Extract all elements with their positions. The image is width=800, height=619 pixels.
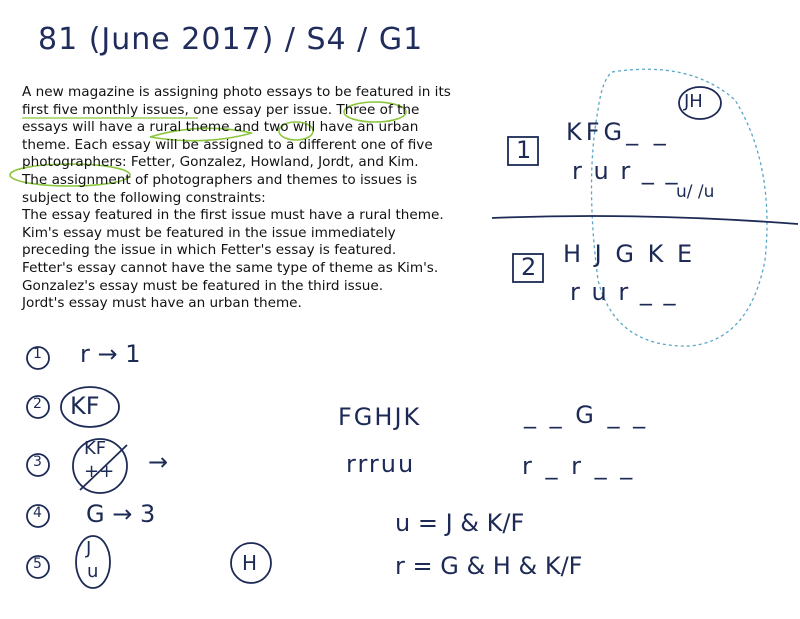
players-list: FGHJK: [338, 403, 422, 431]
base-slots-bottom: r _ r _ _: [522, 452, 636, 480]
passage-line: Jordt's essay must have an urban theme.: [22, 295, 302, 312]
passage-line: Kim's essay must be featured in the issue immediately: [22, 224, 396, 241]
scenario-2-top: H J G K E: [563, 240, 696, 268]
scenario-1-top: KFG_ _: [566, 118, 670, 146]
question-passage: [22, 84, 492, 313]
themes-list: rrruu: [346, 450, 416, 478]
rule-2-text: KF: [70, 392, 100, 420]
passage-line: essays will have a rural theme and two will have an urban: [22, 119, 419, 136]
passage-line: preceding the issue in which Fetter's essay is featured.: [22, 242, 397, 259]
scenario-2-bottom: r u r _ _: [570, 278, 678, 306]
passage-line: first five monthly issues, one essay per issue. Three of the: [22, 101, 420, 118]
rule-4-num: 4: [33, 505, 42, 521]
rule-5-num: 5: [33, 556, 42, 572]
passage-line: Fetter's essay cannot have the same type of theme as Kim's.: [22, 259, 439, 276]
rule-5-extra: H: [242, 551, 258, 575]
rule-1-num: 1: [33, 346, 42, 362]
rural-note: r = G & H & K/F: [395, 552, 583, 580]
rule-3-arrow: →: [148, 448, 169, 476]
passage-line: theme. Each essay will be assigned to a different one of five: [22, 136, 433, 153]
rule-5-bottom: u: [87, 561, 99, 582]
rule-3-num: 3: [33, 454, 42, 470]
passage-line: A new magazine is assigning photo essays to be featured in its: [22, 84, 451, 100]
passage-line: The essay featured in the first issue must have a rural theme.: [22, 207, 444, 224]
passage-line: The assignment of photographers and themes to issues is: [22, 171, 418, 188]
rule-1-text: r → 1: [80, 340, 141, 368]
scenario-1-jh: JH: [684, 91, 703, 112]
page-title: 81 (June 2017) / S4 / G1: [38, 22, 424, 57]
rule-4-text: G → 3: [86, 500, 156, 528]
passage-line: Gonzalez's essay must be featured in the third issue.: [22, 277, 384, 294]
scenario-1-bottom: r u r _ _: [572, 157, 680, 185]
rule-5-top: J: [86, 538, 92, 559]
base-slots-top: _ _ G _ _: [524, 401, 649, 429]
urban-note: u = J & K/F: [395, 509, 525, 537]
passage-line: photographers: Fetter, Gonzalez, Howland, Jordt, and Kim.: [22, 154, 419, 171]
rule-3-top: KF: [84, 438, 107, 459]
scenario-1-num: 1: [516, 136, 532, 164]
scenario-1-note: u/ /u: [676, 182, 715, 202]
rule-3-bottom: ++: [84, 461, 115, 482]
scenario-2-num: 2: [521, 253, 537, 281]
rule-2-num: 2: [33, 396, 42, 412]
scenario-divider: [492, 216, 798, 224]
passage-line: subject to the following constraints:: [22, 189, 266, 206]
